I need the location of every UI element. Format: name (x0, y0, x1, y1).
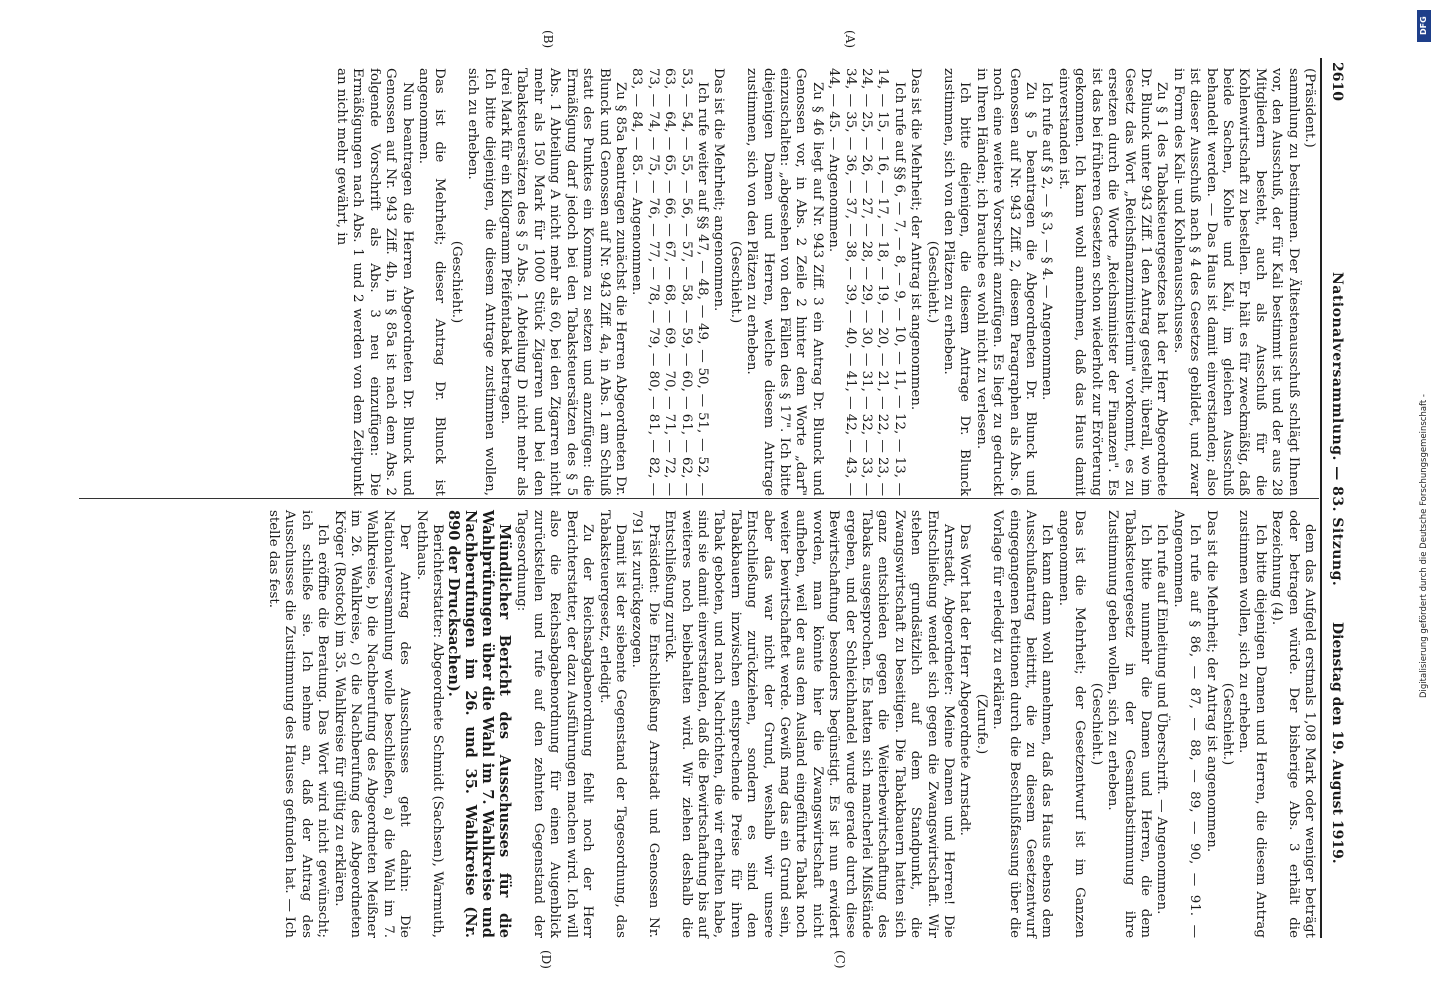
page-number: 2610 (1329, 62, 1345, 101)
agenda-item-heading: Mündlicher Bericht des Ausschusses für die Wahlprüfungen über die Wahl im 7. Wahlkreise und Nachberufungen im 26. und 35. Wahlkreise (Nr. 890 der Drucksachen). (445, 510, 514, 938)
digitization-credit (1417, 8, 1431, 998)
margin-letter-c: (C) (833, 950, 847, 969)
paragraph: Ich kann dann wohl annehmen, daß das Haus ebenso dem Ausschußantrag beitritt, die zu diesem Gesetzentwurf eingegangenen Petitionen durch die Beschlußfassung über die Vorlage für erledigt zu erklären. (990, 510, 1055, 938)
paragraph: Damit ist der siebente Gegenstand der Tagesordnung, das Tabaksteuergesetz, erledigt. (596, 510, 628, 938)
paragraph: Ich bitte diejenigen, die diesem Antrage zustimmen wollen, sich zu erheben. (465, 68, 497, 496)
stage-direction: (Geschieht.) (448, 240, 464, 324)
paragraph: Ich rufe auf Einleitung und Überschrift. — Angenommen. (1154, 524, 1170, 915)
digitization-credit-text: Digitalisierung gefördert durch die Deutsche Forschungsgemeinschaft - (1419, 394, 1429, 698)
paragraph: Zu § 5 beantragen die Abgeordneten Dr. Blunck und Genossen auf Nr. 943 Ziff. 2, diesem Paragraphen als Abs. 6 noch eine weitere Vorschrift anzufügen. Es liegt zu gedruckt in Ihren Händen; ich brauche es wohl nicht zu verlesen. (973, 68, 1039, 496)
margin-letter-d: (D) (539, 950, 553, 969)
paragraph: Das Wort hat der Herr Abgeordnete Arnstadt. (957, 524, 973, 836)
column-divider (79, 498, 1319, 499)
stage-direction: (Geschieht.) (727, 240, 743, 324)
paragraph: dem das Aufgeld erstmals 1,08 Mark oder weniger beträgt oder betragen würde. Der bisherige Abs. 3 erhält die Bezeichnung (4). (1269, 510, 1317, 938)
margin-letter-a: (A) (843, 30, 857, 49)
paragraph: Das ist die Mehrheit; der Gesetzentwurf ist im Ganzen angenommen. (1055, 510, 1088, 938)
speech-arnstadt: Arnstadt, Abgeordneter: Meine Damen und Herren! Die Entschließung wendet sich gegen die Zwangswirtschaft. Wir stehen grundsätzlich auf dem Standpunkt, die Zwangswirtschaft zu beseitigen. Die Tabakbauern hatten sich ganz entschieden gegen die Weiterbewirtschaftung des Tabaks ausgesprochen. Es hatten sich mancherlei Mißstände ergeben, und der Schleichhandel wurde gerade durch diese Bewirtschaftung besonders begünstigt. Es ist nun erwidert worden, man könnte hier die Zwangswirtschaft nicht aufheben, weil der aus dem Ausland eingeführte Tabak noch weiter bewirtschaftet werde. Gewiß mag das ein Grund sein, aber das war nicht der Grund, weshalb wir unsere Entschließung zurückziehen, sondern es sind den Tabakbauern inzwischen entsprechende Preise für ihren Tabak geboten, und nach Nachrichten, die wir erhalten habe, sind sie damit einverstanden, daß die Bewirtschaftung bis auf weiteres noch beibehalten wird. Wir ziehen deshalb die Entschließung zurück. (662, 510, 957, 938)
paragraph: Ich eröffne die Beratung. Das Wort wird nicht gewünscht; ich schließe sie. Ich nehme an, daß der Antrag des Ausschusses die Zustimmung des Hauses gefunden hat. — Ich stelle das fest. (266, 510, 331, 938)
dfg-logo-icon: DFG (1417, 10, 1431, 42)
stage-direction: (Zurufe.) (973, 693, 989, 755)
stage-direction: (Geschieht.) (1219, 682, 1235, 766)
paragraph: Das ist die Mehrheit; dieser Antrag Dr. Blunck ist angenommen. (416, 68, 448, 496)
paragraph: Das ist die Mehrheit; der Antrag ist angenommen. (908, 68, 924, 411)
stage-direction: (Geschieht.) (924, 240, 940, 324)
paragraph: Der Antrag des Ausschusses geht dahin: Die Nationalversammlung wolle beschließen, a) die Wahl im 7. Wahlkreise, b) die Nachberufung des Abgeordneten Meißner im 26. Wahlkreise, c) die Nachberufung des Abgeordneten Kröger (Rostock) im 35. Wahlkreise für gültig zu erklären. (331, 510, 413, 938)
paragraph: Zu § 46 liegt auf Nr. 943 Ziff. 3 ein Antrag Dr. Blunck und Genossen vor, in Abs. 2 Zeile 2 hinter dem Worte „darf" einzuschalten: „abgesehen von den Fällen des § 17". Ich bitte diejenigen Damen und Herren, welche diesem Antrage zustimmen, sich von den Plätzen zu erheben. (744, 68, 825, 496)
paragraph: Zu der Reichsabgabenordnung fehlt noch der Herr Berichterstatter, der dazu Ausführungen machen wird. Ich will also die Reichsabgabenordnung für einen Augenblick zurückstellen und rufe auf den zehnten Gegenstand der Tagesordnung: (514, 510, 596, 938)
right-column (265, 510, 1317, 938)
running-head-left-title: Nationalversammlung. — 83. Sitzung. (1329, 272, 1345, 587)
running-head-right-title: Dienstag den 19. August 1919. (1329, 622, 1345, 864)
paragraph: Ich rufe auf §§ 6, — 7, — 8, — 9, — 10, — 11, — 12, — 13, — 14, — 15, — 16, — 17, — 18, — 19, — 20, — 21, — 22, — 23, — 24, — 25, — 26, — 27, — 28, — 29, — 30, — 31, — 32, — 33, — 34, — 35, — 36, — 37, — 38, — 39, — 40, — 41, — 42, — 43, — 44, — 45. — Angenommen. (826, 68, 907, 496)
stage-direction: (Geschieht.) (1088, 682, 1104, 766)
paragraph: Berichterstatter: Abgeordnete Schmidt (Sachsen), Warmuth, Nethhaus. (413, 510, 446, 938)
speech-president: Präsident: Die Entschließung Arnstadt und Genossen Nr. 791 ist zurückgezogen. (629, 510, 661, 938)
paragraph: Ich rufe auf § 86, — 87, — 88, — 89, — 90, — 91. — Angenommen. (1170, 510, 1203, 938)
paragraph: Ich rufe auf § 2, — § 3, — § 4. — Angenommen. (1039, 82, 1055, 401)
margin-letter-b: (B) (541, 30, 555, 49)
rotated-page-sheet (77, 0, 1417, 1000)
paragraph: Zu § 1 des Tabaksteuergesetzes hat der Herr Abgeordnete Dr. Blunck unter 943 Ziff. 1 den Antrag gestellt, überall, wo im Gesetz das Wort „Reichsfinanzministerium" vorkommt, es zu ersetzen durch die Worte „Reichsminister der Finanzen". Es ist das bei früheren Gesetzen schon wiederholt zur Erörterung gekommen. Ich kann wohl annehmen, daß das Haus damit einverstanden ist. (1055, 68, 1170, 496)
running-head (1323, 62, 1345, 938)
header-rule (1320, 58, 1322, 938)
paragraph: Ich rufe weiter auf §§ 47, — 48, — 49, — 50, — 51, — 52, — 53, — 54, — 55, — 56, — 57, — 58, — 59, — 60, — 61, — 62, — 63, — 64, — 65, — 66, — 67, — 68, — 69, — 70, — 71, — 72, — 73, — 74, — 75, — 76, — 77, — 78, — 79, — 80, — 81, — 82, — 83, — 84, — 85. — Angenommen. (629, 68, 710, 496)
paragraph: Das ist die Mehrheit; angenommen. (711, 68, 727, 312)
paragraph: Ich bitte diejenigen Damen und Herren, die diesem Antrag zustimmen wollen, sich zu erheben. (1236, 510, 1268, 938)
paragraph: Nun beantragen die Herren Abgeordneten Dr. Blunck und Genossen auf Nr. 943 Ziff. 4b, in § 85a ist nach dem Abs. 2 folgende Vorschrift als Abs. 3 neu einzufügen: Die Ermäßigungen nach Abs. 1 und 2 werden von dem Zeitpunkt an nicht mehr gewährt, in (334, 68, 415, 496)
paragraph: Ich bitte nunmehr die Damen und Herren, die dem Tabaksteuergesetz in der Gesamtabstimmung ihre Zustimmung geben wollen, sich zu erheben. (1105, 510, 1153, 938)
paragraph: Ich bitte diejenigen, die diesem Antrage Dr. Blunck zustimmen, sich von den Plätzen zu erheben. (941, 68, 973, 496)
paragraph: Das ist die Mehrheit; der Antrag ist angenommen. (1203, 510, 1219, 853)
paragraph: sammlung zu bestimmen. Der Ältestenausschuß schlägt Ihnen vor, den Ausschuß, der für Kali bestimmt ist und der aus 28 Mitgliedern besteht, auch als Ausschuß für die Kohlenwirtschaft zu bestellen. Er hält es für zweckmäßig, daß beide Sachen, Kohle und Kali, im gleichen Ausschuß behandelt werden. — Das Haus ist damit einverstanden; also ist dieser Ausschuß nach § 4 des Gesetzes gebildet, und zwar in Form des Kali- und Kohlenausschusses. (1170, 68, 1301, 496)
left-column (333, 68, 1317, 496)
paragraph: Zu § 85a beantragen zunächst die Herren Abgeordneten Dr. Blunck und Genossen auf Nr. 943 Ziff. 4a, in Abs. 1 am Schluß statt des Punktes ein Komma zu setzen und anzufügen: die Ermäßigung darf jedoch bei den Tabaksteuersätzen des § 5 Abs. 1 Abteilung A nicht mehr als 60, bei den Zigarren nicht mehr als 150 Mark für 1000 Stück Zigarren und bei den Tabaksteuersätzen des § 5 Abs. 1 Abteilung D nicht mehr als drei Mark für ein Kilogramm Pfeifentabak betragen. (498, 68, 628, 496)
speaker-tag: (Präsident.) (1302, 68, 1317, 148)
